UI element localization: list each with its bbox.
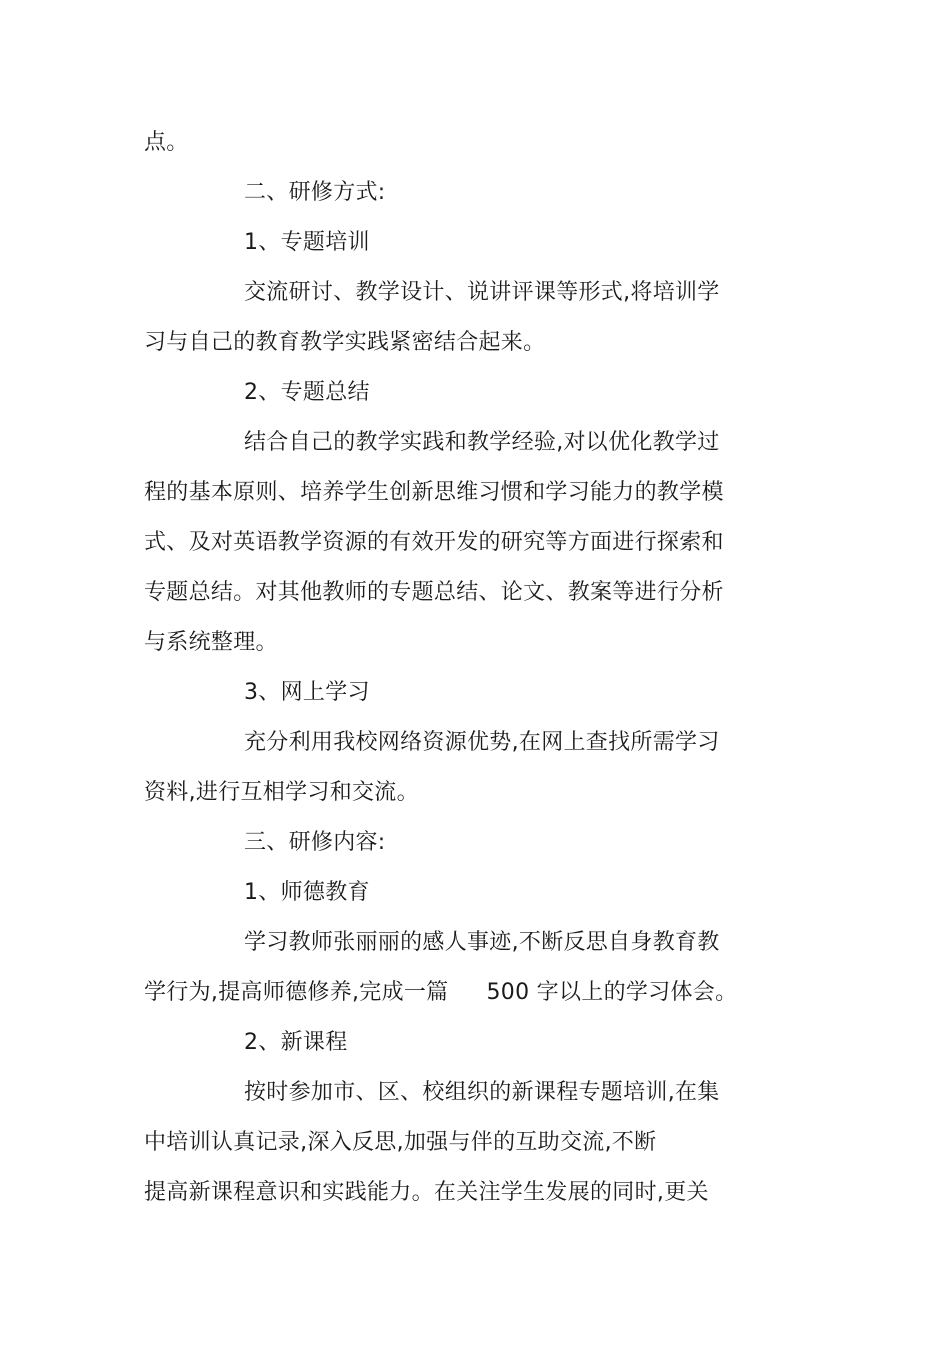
text-line: 点。 bbox=[144, 130, 189, 155]
paragraph-line: 与系统整理。 bbox=[144, 630, 278, 655]
subsection-heading: 1、专题培训 bbox=[244, 230, 370, 255]
paragraph-line: 按时参加市、区、校组织的新课程专题培训,在集 bbox=[244, 1080, 720, 1105]
paragraph-segment: 500 字以上的学习体会。 bbox=[486, 980, 738, 1005]
paragraph-line: 中培训认真记录,深入反思,加强与伴的互助交流,不断 bbox=[144, 1130, 657, 1155]
paragraph-line: 提高新课程意识和实践能力。在关注学生发展的同时,更关 bbox=[144, 1180, 709, 1205]
paragraph-line: 式、及对英语教学资源的有效开发的研究等方面进行探索和 bbox=[144, 530, 724, 555]
paragraph-line bbox=[144, 978, 737, 1008]
section-heading: 二、研修方式: bbox=[244, 180, 386, 205]
section-heading: 三、研修内容: bbox=[244, 830, 386, 855]
subsection-heading: 2、新课程 bbox=[244, 1030, 348, 1055]
subsection-heading: 2、专题总结 bbox=[244, 380, 370, 405]
paragraph-line: 习与自己的教育教学实践紧密结合起来。 bbox=[144, 330, 546, 355]
subsection-heading: 3、网上学习 bbox=[244, 680, 370, 705]
subsection-heading: 1、师德教育 bbox=[244, 880, 370, 905]
paragraph-line: 资料,进行互相学习和交流。 bbox=[144, 780, 419, 805]
paragraph-segment: 学行为,提高师德修养,完成一篇 bbox=[144, 980, 449, 1005]
paragraph-line: 专题总结。对其他教师的专题总结、论文、教案等进行分析 bbox=[144, 580, 724, 605]
paragraph-line: 结合自己的教学实践和教学经验,对以优化教学过 bbox=[244, 430, 720, 455]
paragraph-line: 学习教师张丽丽的感人事迹,不断反思自身教育教 bbox=[244, 930, 720, 955]
paragraph-line: 充分利用我校网络资源优势,在网上查找所需学习 bbox=[244, 730, 720, 755]
paragraph-line: 程的基本原则、培养学生创新思维习惯和学习能力的教学模 bbox=[144, 480, 724, 505]
paragraph-line: 交流研讨、教学设计、说讲评课等形式,将培训学 bbox=[244, 280, 720, 305]
